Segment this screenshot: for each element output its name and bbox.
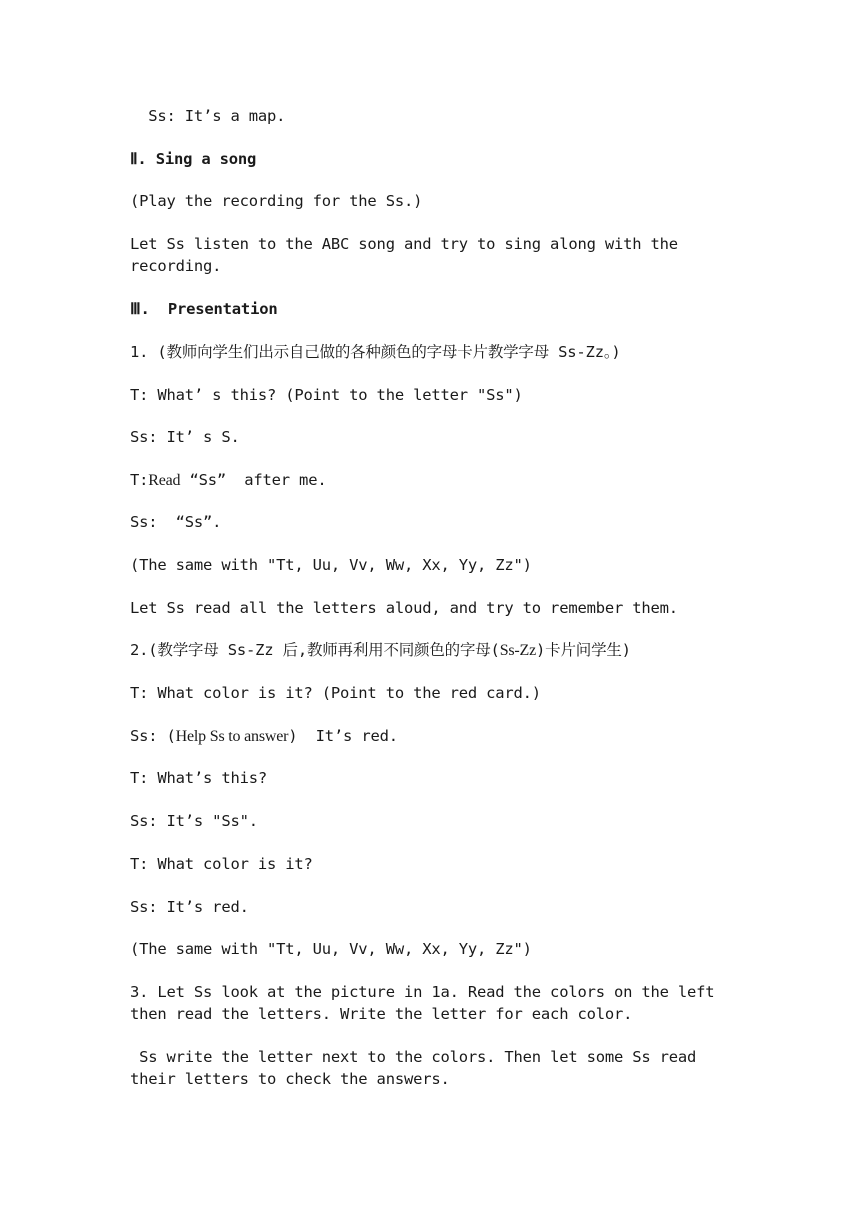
dialogue-line: T: What’ s this? (Point to the letter "Ss") xyxy=(130,386,523,404)
read-word: Read xyxy=(148,472,181,489)
speaker-label: Ss: ( xyxy=(130,727,176,745)
instruction-line: Let Ss read all the letters aloud, and try to remember them. xyxy=(130,599,678,617)
dialogue-line: Ss: It’ s S. xyxy=(130,428,240,446)
dialogue-line xyxy=(130,469,750,492)
dialogue-text: ) It’s red. xyxy=(288,727,398,745)
step-2-text-start: 2.(教学字母 Ss-Zz 后,教师再利用不同颜色的字母( xyxy=(130,641,500,659)
step-3-instruction: 3. Let Ss look at the picture in 1a. Read the colors on the left then read the letters. Write the letter for each color. xyxy=(130,983,724,1023)
dialogue-line: T: What color is it? xyxy=(130,855,313,873)
dialogue-text: “Ss” after me. xyxy=(180,471,327,489)
instruction-line: (Play the recording for the Ss.) xyxy=(130,192,423,210)
step-1-instruction: 1. (教师向学生们出示自己做的各种颜色的字母卡片教学字母 Ss-Zz。) xyxy=(130,343,621,361)
dialogue-line: Ss: It’s red. xyxy=(130,898,249,916)
stage-direction: Help Ss to answer xyxy=(175,728,289,745)
step-2-instruction xyxy=(130,639,750,662)
instruction-paragraph: Ss write the letter next to the colors. Then let some Ss read their letters to check the answers. xyxy=(130,1048,706,1088)
step-2-text-end: )卡片问学生) xyxy=(536,641,631,659)
dialogue-line: Ss: It’s a map. xyxy=(130,107,286,125)
dialogue-line: T: What color is it? (Point to the red card.) xyxy=(130,684,541,702)
dialogue-line xyxy=(130,725,750,748)
instruction-line: (The same with "Tt, Uu, Vv, Ww, Xx, Yy, Zz") xyxy=(130,940,532,958)
letter-range: Ss-Zz xyxy=(499,642,537,659)
section-heading-sing-a-song: Ⅱ. Sing a song xyxy=(130,150,257,168)
instruction-paragraph: Let Ss listen to the ABC song and try to sing along with the recording. xyxy=(130,235,688,275)
dialogue-line: T: What’s this? xyxy=(130,769,267,787)
dialogue-line: Ss: “Ss”. xyxy=(130,513,222,531)
dialogue-line: Ss: It’s "Ss". xyxy=(130,812,258,830)
instruction-line: (The same with "Tt, Uu, Vv, Ww, Xx, Yy, Zz") xyxy=(130,556,532,574)
speaker-label: T: xyxy=(130,471,149,489)
section-heading-presentation: Ⅲ. Presentation xyxy=(130,300,278,318)
